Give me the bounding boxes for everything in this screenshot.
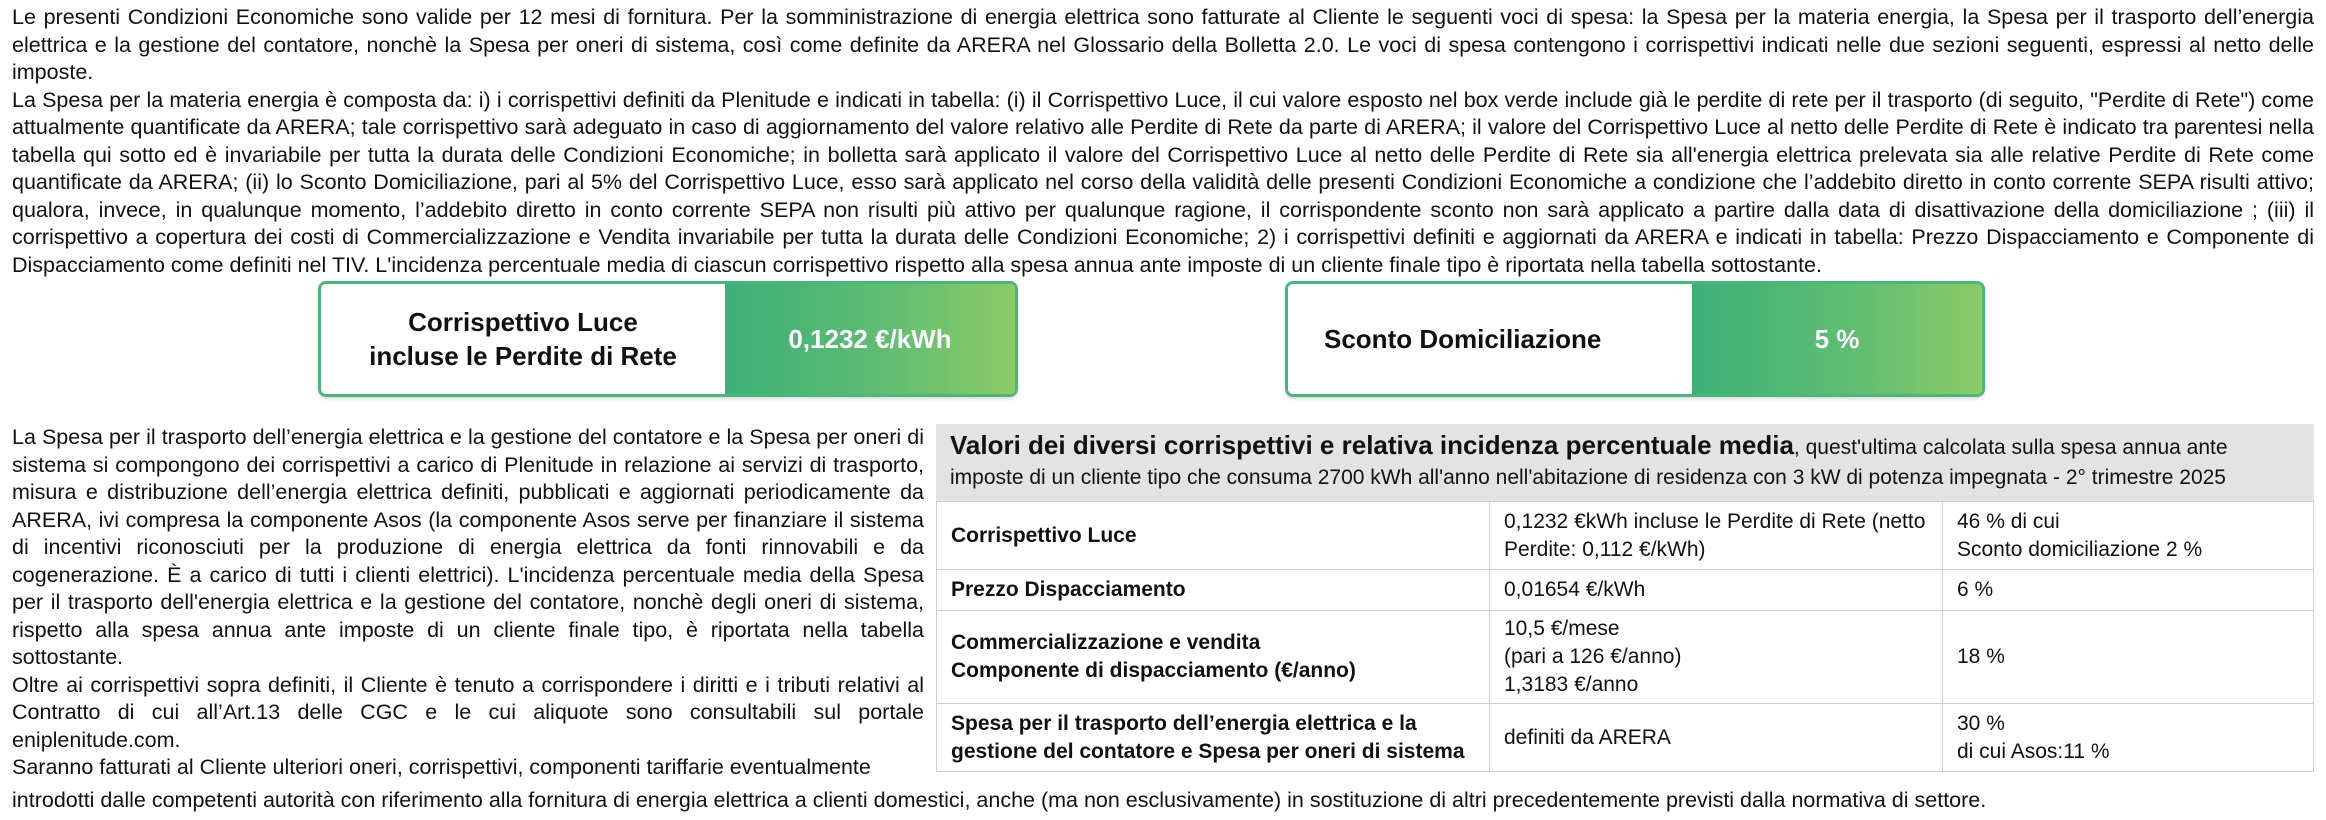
- corrispettivo-luce-label-line1: Corrispettivo Luce: [408, 307, 638, 337]
- row-percentage-line2: Sconto domiciliazione 2 %: [1957, 537, 2203, 561]
- row-value-line1: 10,5 €/mese: [1504, 617, 1620, 640]
- table-row: [937, 704, 2314, 772]
- row-value: definiti da ARERA: [1490, 704, 1943, 772]
- table-row: [937, 570, 2314, 611]
- row-percentage: [1943, 502, 2314, 570]
- tributi-paragraph: Oltre ai corrispettivi sopra definiti, il Cliente è tenuto a corrispondere i diritti e i tributi relativi al Contratto di cui all’Art.13 delle CGC e le cui aliquote sono consultabili sul portale eniplenitude.com.: [12, 672, 924, 752]
- row-name-line1: Commercializzazione e vendita: [951, 631, 1261, 654]
- corrispettivi-table: [936, 424, 2314, 772]
- row-percentage-line1: 46 % di cui: [1957, 509, 2060, 533]
- row-name: Corrispettivo Luce: [937, 502, 1490, 570]
- trasporto-section: [12, 424, 924, 782]
- corrispettivo-luce-box: [318, 281, 1018, 397]
- table-title-bold: Valori dei diversi corrispettivi e relativa incidenza percentuale media: [950, 430, 1794, 460]
- row-name-line2: gestione del contatore e Spesa per oneri di sistema: [951, 739, 1465, 763]
- row-percentage-line1: 30 %: [1957, 711, 2005, 735]
- ulteriori-oneri-paragraph-end: introdotti dalle competenti autorità con riferimento alla fornitura di energia elettrica a clienti domestici, anche (ma non esclusivamente) in sostituzione di altri precedentemente previsti dalla normativa di settore.: [12, 788, 1987, 812]
- row-value-line2: (pari a 126 €/anno): [1504, 645, 1682, 668]
- row-name-line2: Componente di dispacciamento (€/anno): [951, 659, 1356, 682]
- ulteriori-oneri-paragraph-start: Saranno fatturati al Cliente ulteriori oneri, corrispettivi, componenti tariffarie eventualmente: [12, 755, 871, 779]
- sconto-domiciliazione-box: [1285, 281, 1985, 397]
- row-value: [1490, 611, 1943, 704]
- row-percentage: 6 %: [1943, 570, 2314, 611]
- sconto-domiciliazione-label: Sconto Domiciliazione: [1288, 284, 1692, 394]
- corrispettivo-luce-label-line2: incluse le Perdite di Rete: [369, 341, 677, 371]
- table-title: [936, 424, 2314, 501]
- corrispettivi-grid: [936, 501, 2314, 772]
- row-name: [937, 704, 1490, 772]
- row-percentage: 18 %: [1943, 611, 2314, 704]
- table-row: [937, 611, 2314, 704]
- row-name-line1: Spesa per il trasporto dell’energia elettrica e la: [951, 711, 1417, 735]
- row-value: 0,01654 €/kWh: [1490, 570, 1943, 611]
- intro-paragraph-1: Le presenti Condizioni Economiche sono valide per 12 mesi di fornitura. Per la somministrazione di energia elettrica sono fatturate al Cliente le seguenti voci di spesa: la Spesa per la materia energia, la Spesa per il trasporto dell’energia elettrica e la gestione del contatore, nonchè la Spesa per oneri di sistema, così come definite da ARERA nel Glossario della Bolletta 2.0. Le voci di spesa contengono i corrispettivi indicati nelle due sezioni seguenti, espressi al netto delle imposte.: [12, 5, 2314, 84]
- row-name: Prezzo Dispacciamento: [937, 570, 1490, 611]
- row-name: [937, 611, 1490, 704]
- trasporto-paragraph: La Spesa per il trasporto dell’energia elettrica e la gestione del contatore e la Spesa per oneri di sistema si compongono dei corrispettivi a carico di Plenitude in relazione ai servizi di trasporto, misura e distribuzione dell’energia elettrica definiti, pubblicati e aggiornati periodicamente da ARERA, ivi compresa la componente Asos (la componente Asos serve per finanziare il sistema di incentivi riconosciuti per la produzione di energia elettrica da fonti rinnovabili e da cogenerazione. È a carico di tutti i clienti elettrici). L'incidenza percentuale media della Spesa per il trasporto dell'energia elettrica e la gestione del contatore, nonchè degli oneri di sistema, rispetto alla spesa annua ante imposte di un cliente finale tipo, è riportata nella tabella sottostante.: [12, 425, 924, 669]
- corrispettivo-luce-value: 0,1232 €/kWh: [725, 284, 1015, 394]
- row-percentage-line2: di cui Asos:11 %: [1957, 739, 2110, 763]
- row-value-line3: 1,3183 €/anno: [1504, 673, 1639, 696]
- intro-paragraph-2: La Spesa per la materia energia è composta da: i) i corrispettivi definiti da Plenitude e indicati in tabella: (i) il Corrispettivo Luce, il cui valore esposto nel box verde include già le perdite di rete per il trasporto (di seguito, "Perdite di Rete") come attualmente quantificate da ARERA; tale corrispettivo sarà adeguato in caso di aggiornamento del valore relativo alle Perdite di Rete da parte di ARERA; il valore del Corrispettivo Luce al netto delle Perdite di Rete è indicato tra parentesi nella tabella qui sotto ed è invariabile per tutta la durata delle Condizioni Economiche; in bolletta sarà applicato il valore del Corrispettivo Luce al netto delle Perdite di Rete sia all'energia elettrica prelevata sia alle relative Perdite di Rete come quantificate da ARERA; (ii) lo Sconto Domiciliazione, pari al 5% del Corrispettivo Luce, esso sarà applicato nel corso della validità delle presenti Condizioni Economiche a condizione che l’addebito diretto in conto corrente SEPA risulti attivo; qualora, invece, in qualunque momento, l’addebito diretto in conto corrente SEPA non risulti più attivo per qualunque ragione, il corrispondente sconto non sarà applicato a partire dalla data di disattivazione della domiciliazione ; (iii) il corrispettivo a copertura dei costi di Commercializzazione e Vendita invariabile per tutta la durata delle Condizioni Economiche; 2) i corrispettivi definiti e aggiornati da ARERA e indicati in tabella: Prezzo Dispacciamento e Componente di Dispacciamento come definiti nel TIV. L'incidenza percentuale media di ciascun corrispettivo rispetto alla spesa annua ante imposte di un cliente finale tipo è riportata nella tabella sottostante.: [12, 87, 2314, 277]
- intro-section: [12, 4, 2314, 279]
- table-row: [937, 502, 2314, 570]
- table-title-rest: , quest'ultima calcolata sulla spesa annua ante imposte di un cliente tipo che consuma 2700 kWh all'anno nell'abitazione di residenza con 3 kW di potenza impegnata - 2° trimestre 2025: [950, 436, 2228, 489]
- corrispettivo-luce-label: [321, 284, 725, 394]
- row-value: 0,1232 €kWh incluse le Perdite di Rete (netto Perdite: 0,112 €/kWh): [1490, 502, 1943, 570]
- sconto-domiciliazione-value: 5 %: [1692, 284, 1982, 394]
- row-percentage: [1943, 704, 2314, 772]
